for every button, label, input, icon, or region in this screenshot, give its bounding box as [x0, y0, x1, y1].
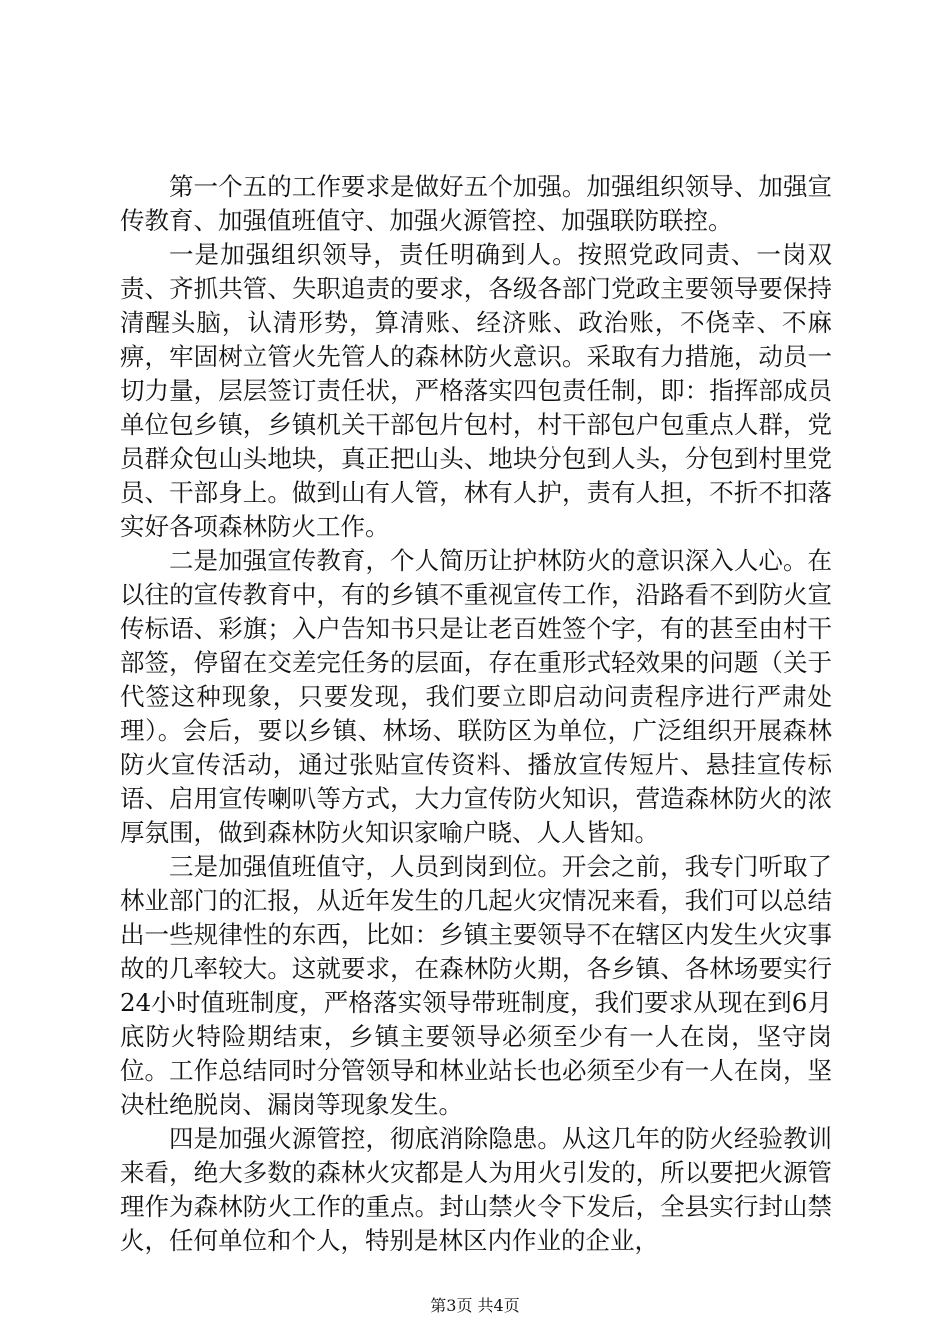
paragraph-duty: 三是加强值班值守，人员到岗到位。开会之前，我专门听取了林业部门的汇报，从近年发生的几起火灾情况来看，我们可以总结出一些规律性的东西，比如：乡镇主要领导不在辖区内发生火灾事故的几率较大。这就要求，在森林防火期，各乡镇、各林场要实行24小时值班制度，严格落实领导带班制度，我们要求从现在到6月底防火特险期结束，乡镇主要领导必须至少有一人在岗，坚守岗位。工作总结同时分管领导和林业站长也必须至少有一人在岗，坚决杜绝脱岗、漏岗等现象发生。: [120, 852, 832, 1119]
document-body: [120, 170, 832, 1258]
page-footer: [0, 1296, 950, 1316]
page-total: 共4页: [477, 1296, 520, 1315]
paragraph-intro: 第一个五的工作要求是做好五个加强。加强组织领导、加强宣传教育、加强值班值守、加强火源管控、加强联防联控。: [120, 172, 832, 235]
paragraph-fire-source: 四是加强火源管控，彻底消除隐患。从这几年的防火经验教训来看，绝大多数的森林火灾都是人为用火引发的，所以要把火源管理作为森林防火工作的重点。封山禁火令下发后，全县实行封山禁火，任何单位和个人，特别是林区内作业的企业，: [120, 1124, 832, 1255]
page-number: 第3页: [430, 1296, 473, 1315]
paragraph-publicity: 二是加强宣传教育，个人简历让护林防火的意识深入人心。在以往的宣传教育中，有的乡镇不重视宣传工作，沿路看不到防火宣传标语、彩旗；入户告知书只是让老百姓签个字，有的甚至由村干部签，停留在交差完任务的层面，存在重形式轻效果的问题（关于代签这种现象，只要发现，我们要立即启动问责程序进行严肃处理）。会后，要以乡镇、林场、联防区为单位，广泛组织开展森林防火宣传活动，通过张贴宣传资料、播放宣传短片、悬挂宣传标语、启用宣传喇叭等方式，大力宣传防火知识，营造森林防火的浓厚氛围，做到森林防火知识家喻户晓、人人皆知。: [120, 546, 832, 847]
paragraph-organization: 一是加强组织领导，责任明确到人。按照党政同责、一岗双责、齐抓共管、失职追责的要求，各级各部门党政主要领导要保持清醒头脑，认清形势，算清账、经济账、政治账，不侥幸、不麻痹，牢固树立管火先管人的森林防火意识。采取有力措施，动员一切力量，层层签订责任状，严格落实四包责任制，即：指挥部成员单位包乡镇，乡镇机关干部包片包村，村干部包户包重点人群，党员群众包山头地块，真正把山头、地块分包到人头，分包到村里党员、干部身上。做到山有人管，林有人护，责有人担，不折不扣落实好各项森林防火工作。: [120, 240, 832, 541]
